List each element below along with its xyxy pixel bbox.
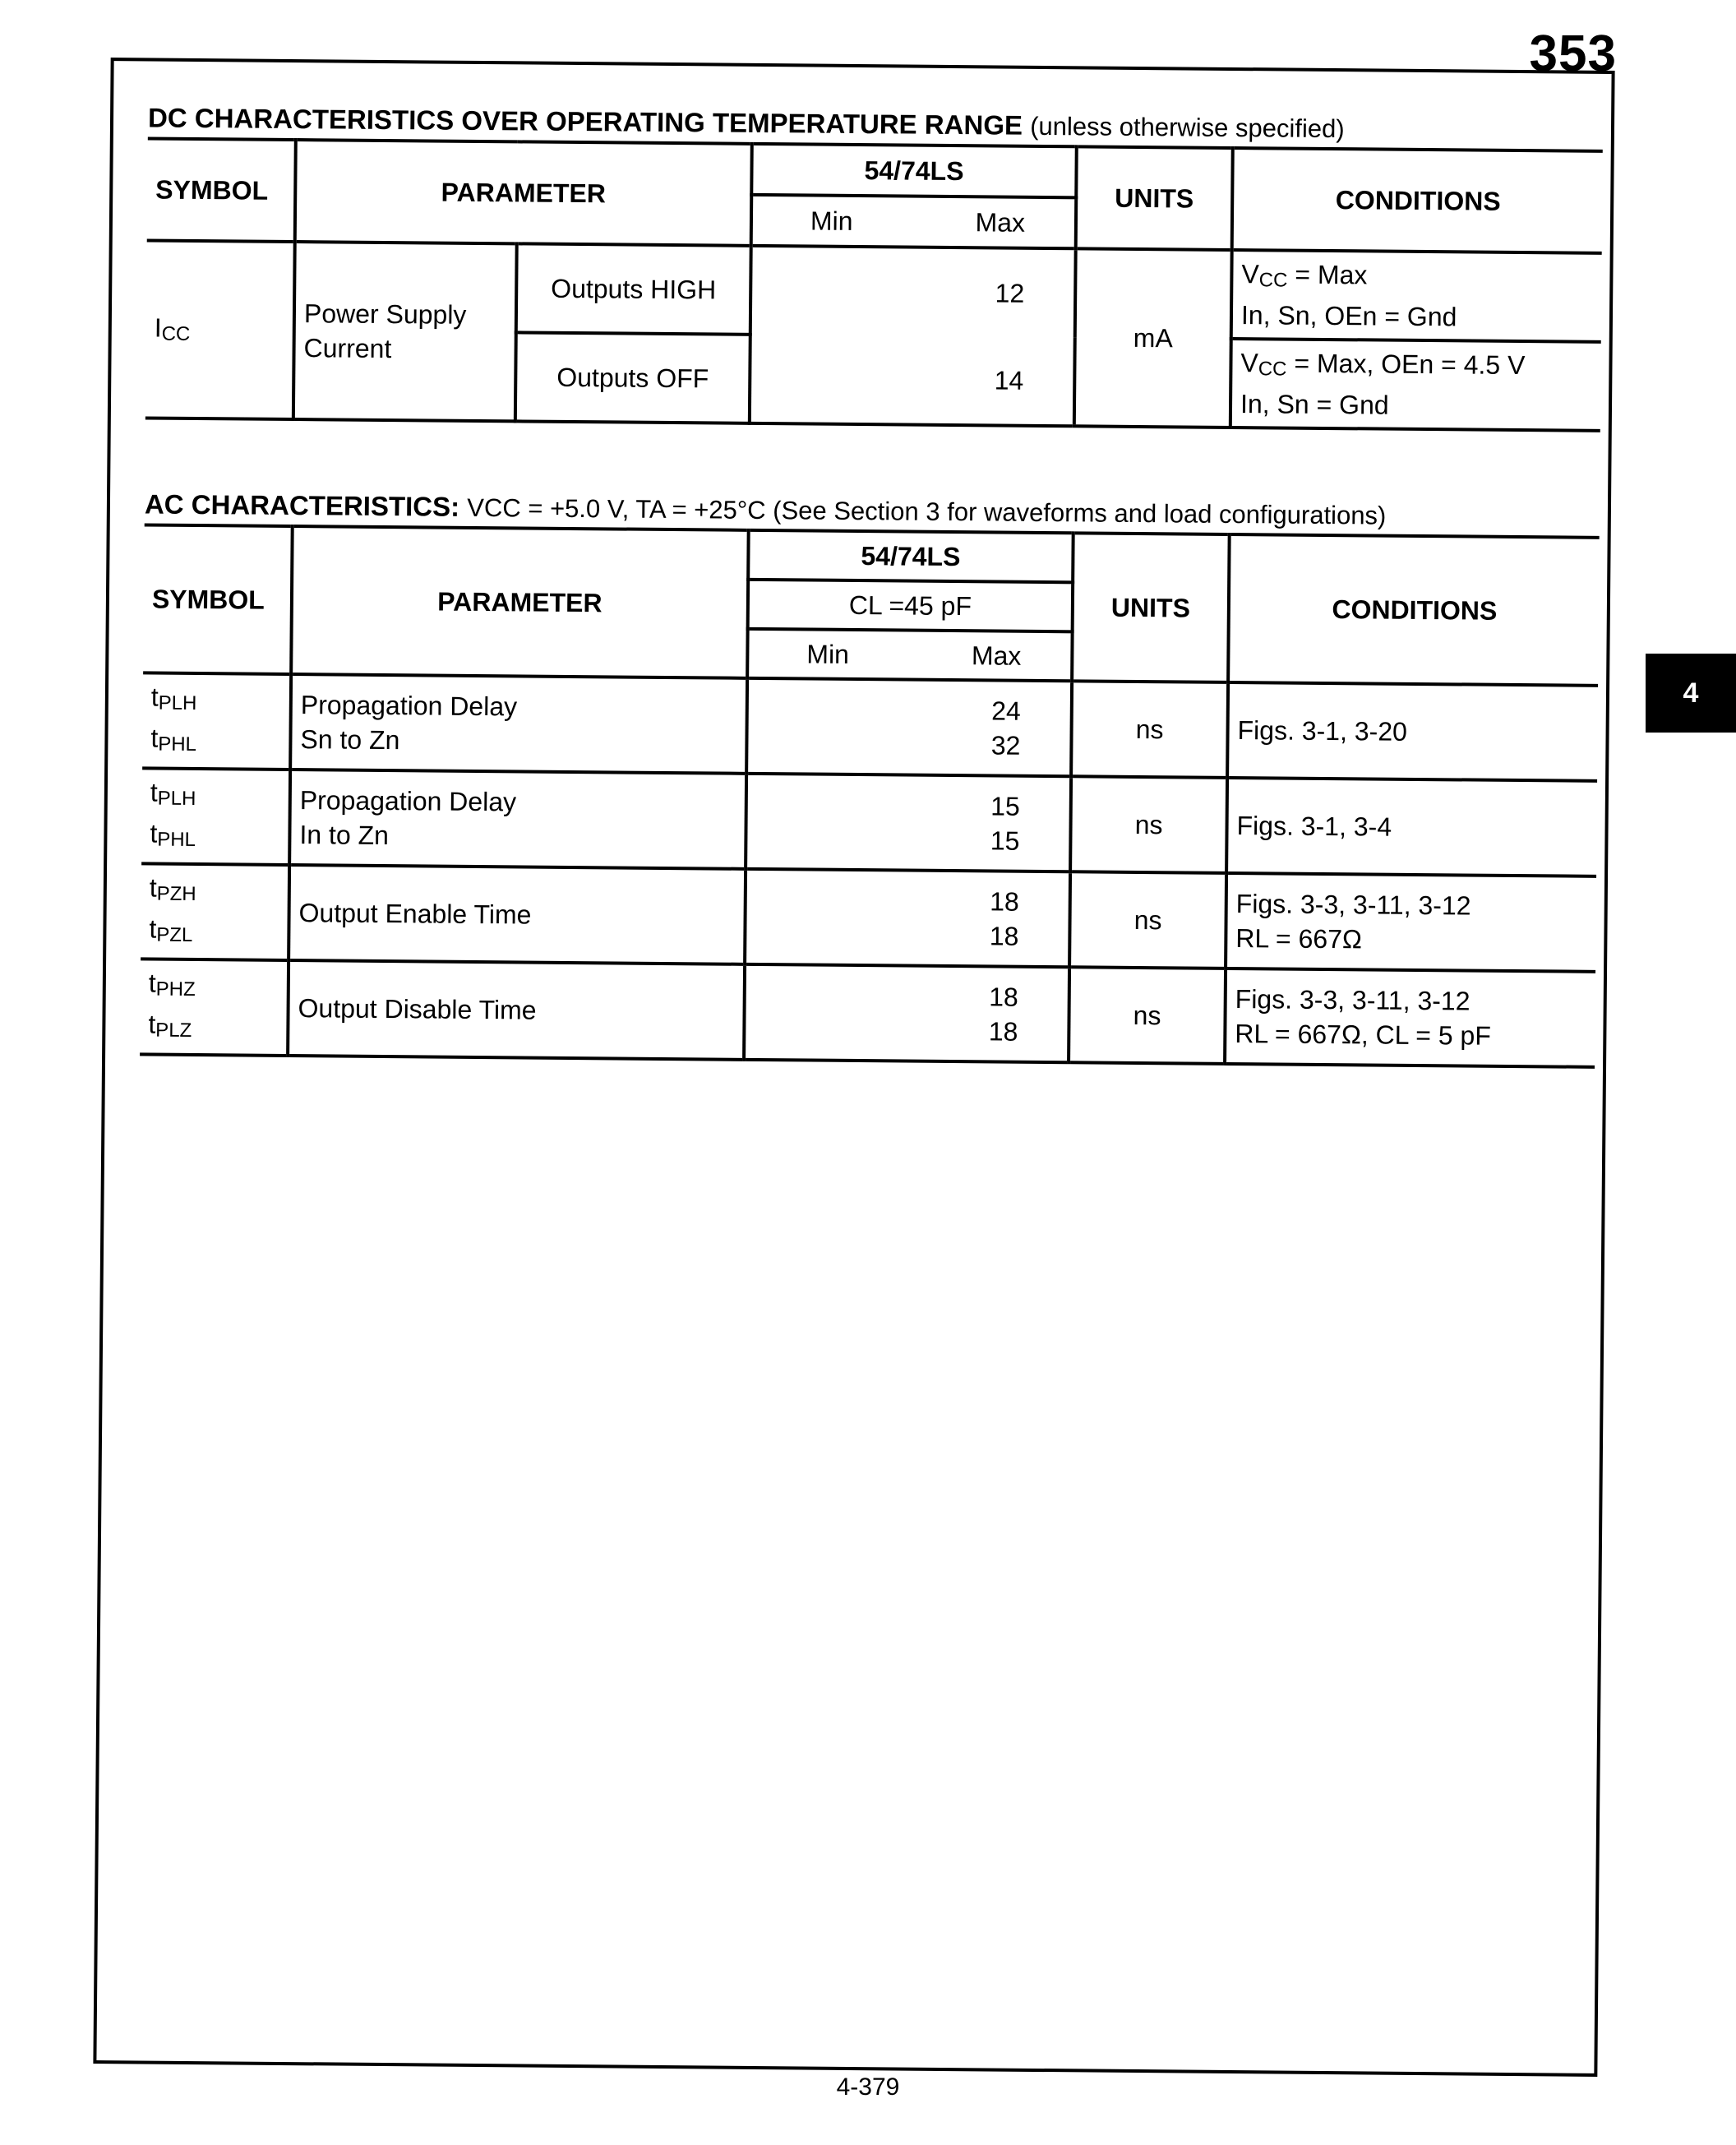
ac-row-units: ns <box>1069 871 1226 968</box>
ac-section <box>140 488 1600 1068</box>
ac-row-parameter: Propagation Delay In to Zn <box>289 770 746 869</box>
dc-row-max: 12 <box>750 246 1076 337</box>
ac-row-conditions: Figs. 3-3, 3-11, 3-12 RL = 667Ω <box>1235 889 1471 955</box>
page-number: 353 <box>1529 25 1617 82</box>
page-frame <box>93 58 1614 2077</box>
dc-parameter: Power Supply Current <box>293 242 517 421</box>
ac-header-units: UNITS <box>1072 533 1230 682</box>
ac-header-min: Min <box>806 638 850 669</box>
ac-header-conditions: CONDITIONS <box>1332 594 1498 626</box>
ac-row-symbol: tPLH tPHL <box>141 768 290 865</box>
ac-table <box>140 523 1600 1068</box>
ac-row-units: ns <box>1070 776 1227 873</box>
dc-row-conditions: VCC = Max In, Sn, OEn = Gnd <box>1231 250 1602 342</box>
page-footer: 4-379 <box>836 2073 900 2101</box>
ac-row-parameter: Propagation Delay Sn to Zn <box>290 674 747 774</box>
dc-header-parameter: PARAMETER <box>295 140 752 246</box>
dc-header-conditions: CONDITIONS <box>1335 184 1501 216</box>
ac-row-max: 18 18 <box>744 964 1069 1062</box>
dc-header-min: Min <box>810 205 853 236</box>
dc-row-label: Outputs OFF <box>515 332 750 423</box>
section-tab: 4 <box>1646 654 1736 733</box>
dc-header-family: 54/74LS <box>751 144 1077 197</box>
dc-table <box>145 136 1603 432</box>
ac-row-units: ns <box>1071 681 1228 778</box>
ac-row-parameter: Output Disable Time <box>288 960 745 1060</box>
dc-title-note: (unless otherwise specified) <box>1030 111 1345 144</box>
dc-row-max: 14 <box>750 335 1075 426</box>
dc-header-max: Max <box>975 206 1026 238</box>
ac-row-conditions: Figs. 3-3, 3-11, 3-12 RL = 667Ω, CL = 5 pF <box>1235 984 1492 1051</box>
ac-row-max: 24 32 <box>746 678 1072 776</box>
ac-row <box>141 768 1597 876</box>
ac-row-conditions: Figs. 3-1, 3-20 <box>1237 715 1408 747</box>
ac-row <box>141 863 1596 971</box>
ac-row-units: ns <box>1069 967 1226 1064</box>
ac-row-max: 18 18 <box>745 869 1070 967</box>
ac-row-parameter: Output Enable Time <box>289 865 746 964</box>
dc-units: mA <box>1074 248 1232 428</box>
dc-header-units: UNITS <box>1076 146 1233 250</box>
ac-row-max: 15 15 <box>746 774 1071 871</box>
ac-header-load: CL =45 pF <box>748 580 1073 631</box>
ac-title-note: VCC = +5.0 V, TA = +25°C (See Section 3 for waveforms and load configurations) <box>467 492 1387 530</box>
ac-row <box>142 673 1598 780</box>
dc-section <box>145 102 1603 432</box>
ac-header-max: Max <box>971 640 1022 671</box>
ac-header-minmax <box>747 629 1073 681</box>
dc-symbol-icc: ICC <box>145 240 295 419</box>
ac-row-symbol: tPHZ tPLZ <box>140 959 289 1056</box>
ac-header-parameter: PARAMETER <box>291 526 749 678</box>
dc-row-conditions: VCC = Max, OEn = 4.5 V In, Sn = Gnd <box>1230 339 1601 431</box>
ac-row-symbol: tPZH tPZL <box>141 863 289 960</box>
dc-header-minmax <box>751 195 1077 248</box>
ac-row-symbol: tPLH tPHL <box>142 673 291 770</box>
dc-header-symbol: SYMBOL <box>147 138 296 242</box>
ac-header-symbol: SYMBOL <box>143 525 293 674</box>
dc-row-label: Outputs HIGH <box>516 243 751 334</box>
ac-header-family: 54/74LS <box>748 530 1073 582</box>
ac-row <box>140 959 1595 1066</box>
ac-row-conditions: Figs. 3-1, 3-4 <box>1236 811 1392 842</box>
ac-title-text: AC CHARACTERISTICS: <box>144 488 460 522</box>
dc-title-text: DC CHARACTERISTICS OVER OPERATING TEMPERATURE RANGE <box>147 102 1023 141</box>
